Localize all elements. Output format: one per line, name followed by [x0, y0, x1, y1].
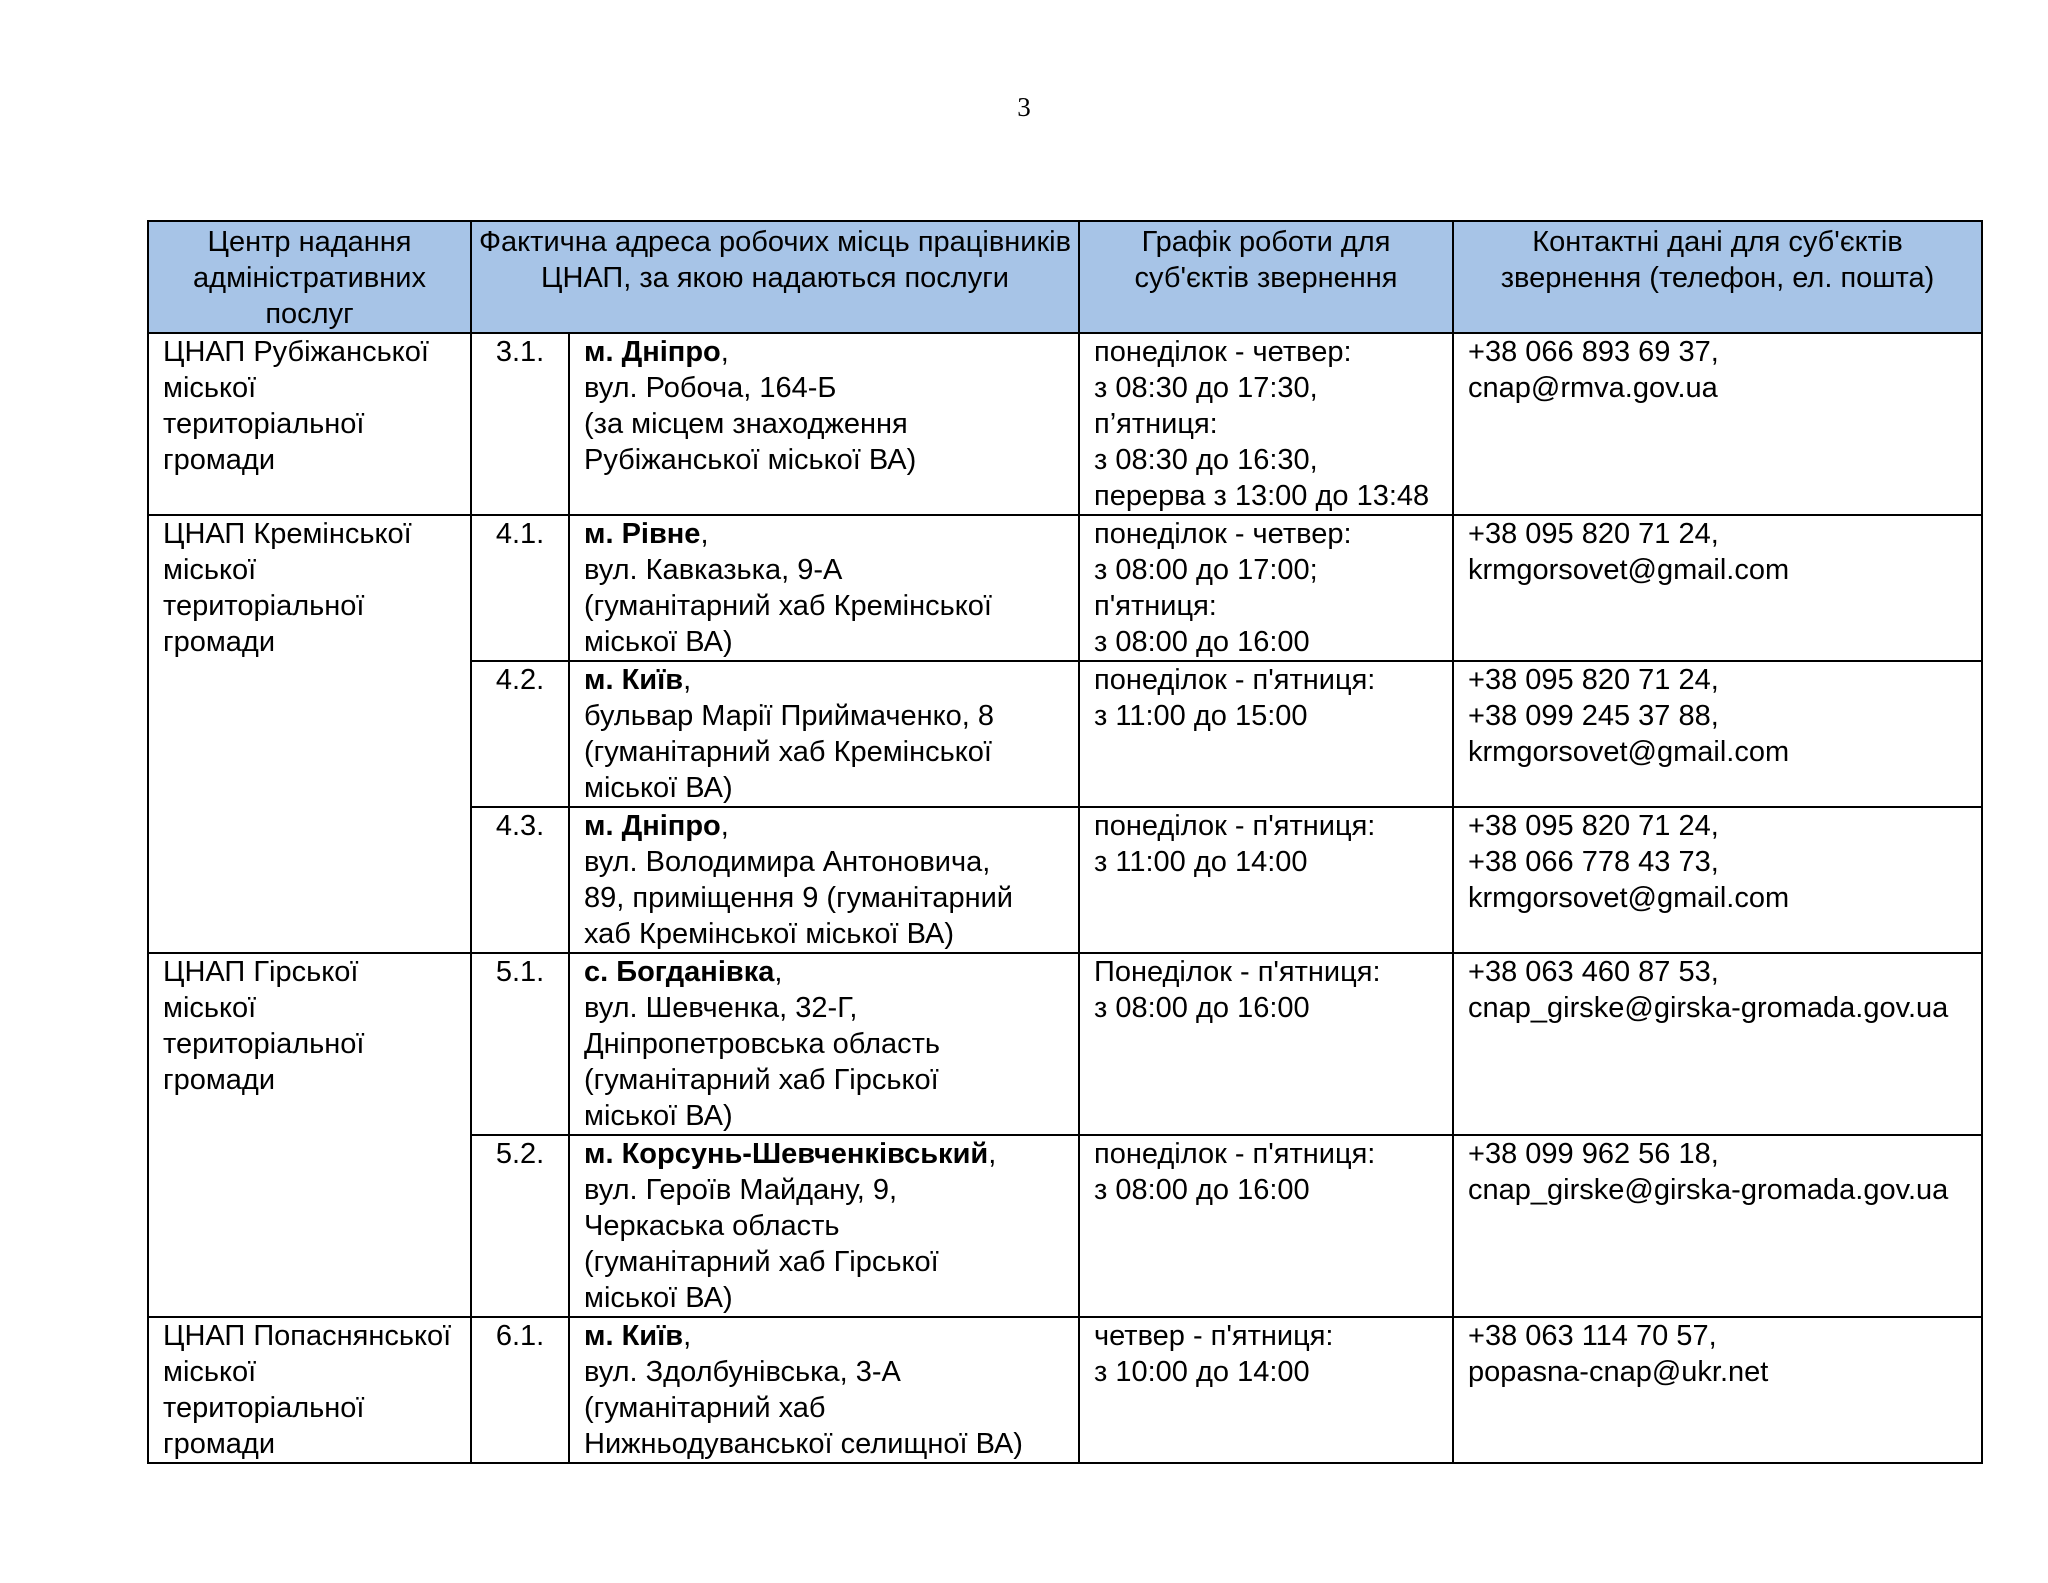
- row-number: 4.2.: [471, 661, 569, 807]
- center-name-cell: ЦНАП Кремінської міської територіальної громади: [148, 515, 471, 953]
- table-row: [148, 333, 1982, 515]
- schedule-cell: четвер - п'ятниця: з 10:00 до 14:00: [1079, 1317, 1453, 1463]
- header-schedule: Графік роботи для суб'єктів звернення: [1079, 221, 1453, 333]
- row-number: 4.1.: [471, 515, 569, 661]
- contacts-cell: +38 066 893 69 37, cnap@rmva.gov.ua: [1453, 333, 1982, 515]
- table-row: [148, 1317, 1982, 1463]
- row-number: 6.1.: [471, 1317, 569, 1463]
- row-number: 3.1.: [471, 333, 569, 515]
- contacts-cell: +38 095 820 71 24, +38 099 245 37 88, krmgorsovet@gmail.com: [1453, 661, 1982, 807]
- address-cell: м. Дніпро, вул. Робоча, 164-Б (за місцем знаходження Рубіжанської міської ВА): [569, 333, 1079, 515]
- contacts-cell: +38 099 962 56 18, cnap_girske@girska-gromada.gov.ua: [1453, 1135, 1982, 1317]
- contacts-cell: +38 063 460 87 53, cnap_girske@girska-gromada.gov.ua: [1453, 953, 1982, 1135]
- city-name: с. Богданівка: [584, 956, 775, 988]
- schedule-cell: понеділок - четвер: з 08:30 до 17:30, п’ятниця: з 08:30 до 16:30, перерва з 13:00 до 13:48: [1079, 333, 1453, 515]
- table-row: [148, 515, 1982, 661]
- address-cell: с. Богданівка, вул. Шевченка, 32-Г, Дніпропетровська область (гуманітарний хаб Гірської міської ВА): [569, 953, 1079, 1135]
- row-number: 4.3.: [471, 807, 569, 953]
- schedule-cell: Понеділок - п'ятниця: з 08:00 до 16:00: [1079, 953, 1453, 1135]
- contacts-cell: +38 095 820 71 24, +38 066 778 43 73, krmgorsovet@gmail.com: [1453, 807, 1982, 953]
- table-header-row: [148, 221, 1982, 333]
- schedule-cell: понеділок - четвер: з 08:00 до 17:00; п'ятниця: з 08:00 до 16:00: [1079, 515, 1453, 661]
- cnap-table: [147, 220, 1983, 1464]
- address-cell: м. Рівне, вул. Кавказька, 9-А (гуманітарний хаб Кремінської міської ВА): [569, 515, 1079, 661]
- row-number: 5.2.: [471, 1135, 569, 1317]
- schedule-cell: понеділок - п'ятниця: з 11:00 до 14:00: [1079, 807, 1453, 953]
- city-name: м. Корсунь-Шевченківський: [584, 1138, 989, 1170]
- contacts-cell: +38 063 114 70 57, popasna-cnap@ukr.net: [1453, 1317, 1982, 1463]
- center-name-cell: ЦНАП Гірської міської територіальної громади: [148, 953, 471, 1317]
- center-name-cell: ЦНАП Рубіжанської міської територіальної громади: [148, 333, 471, 515]
- address-cell: м. Київ, бульвар Марії Приймаченко, 8 (гуманітарний хаб Кремінської міської ВА): [569, 661, 1079, 807]
- center-name-cell: ЦНАП Попаснянської міської територіальної громади: [148, 1317, 471, 1463]
- row-number: 5.1.: [471, 953, 569, 1135]
- city-name: м. Дніпро: [584, 336, 721, 368]
- header-address: Фактична адреса робочих місць працівників ЦНАП, за якою надаються послуги: [471, 221, 1079, 333]
- city-name: м. Київ: [584, 1320, 684, 1352]
- schedule-cell: понеділок - п'ятниця: з 11:00 до 15:00: [1079, 661, 1453, 807]
- city-name: м. Рівне: [584, 518, 701, 550]
- address-cell: м. Корсунь-Шевченківський, вул. Героїв Майдану, 9, Черкаська область (гуманітарний хаб Гірської міської ВА): [569, 1135, 1079, 1317]
- city-name: м. Київ: [584, 664, 684, 696]
- header-contacts: Контактні дані для суб'єктів звернення (телефон, ел. пошта): [1453, 221, 1982, 333]
- city-name: м. Дніпро: [584, 810, 721, 842]
- schedule-cell: понеділок - п'ятниця: з 08:00 до 16:00: [1079, 1135, 1453, 1317]
- header-center: Центр надання адміністративних послуг: [148, 221, 471, 333]
- address-cell: м. Дніпро, вул. Володимира Антоновича, 89, приміщення 9 (гуманітарний хаб Кремінської міської ВА): [569, 807, 1079, 953]
- contacts-cell: +38 095 820 71 24, krmgorsovet@gmail.com: [1453, 515, 1982, 661]
- table-row: [148, 953, 1982, 1135]
- page-number: 3: [1017, 92, 1031, 122]
- address-cell: м. Київ, вул. Здолбунівська, 3-А (гуманітарний хаб Нижньодуванської селищної ВА): [569, 1317, 1079, 1463]
